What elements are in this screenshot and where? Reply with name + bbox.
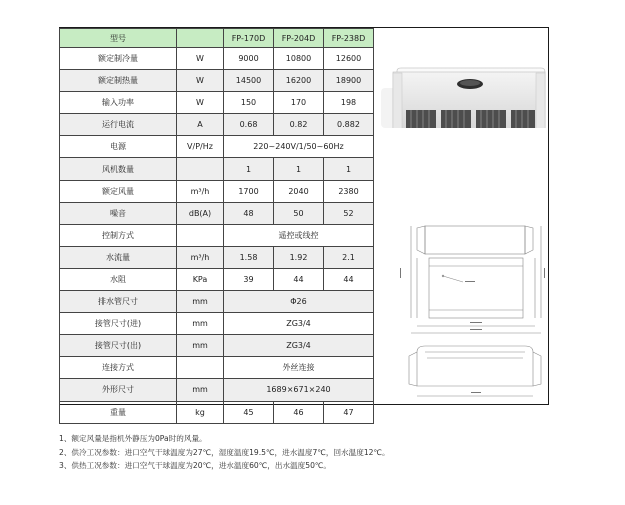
row-merged-value: ZG3/4 <box>224 313 374 335</box>
row-value: 2.1 <box>324 246 374 268</box>
row-label: 连接方式 <box>60 357 177 379</box>
row-value: 18900 <box>324 70 374 92</box>
row-unit: A <box>177 114 224 136</box>
row-value: 0.68 <box>224 114 274 136</box>
row-value: 170 <box>274 92 324 114</box>
row-value: 39 <box>224 268 274 290</box>
row-value: 2040 <box>274 180 324 202</box>
row-merged-value: 1689×671×240 <box>224 379 374 401</box>
header-fp204d: FP-204D <box>274 29 324 48</box>
row-value: 10800 <box>274 48 324 70</box>
row-value: 0.82 <box>274 114 324 136</box>
table-row <box>60 158 374 180</box>
row-value: 1 <box>274 158 324 180</box>
table-row <box>60 114 374 136</box>
row-value: 1 <box>224 158 274 180</box>
note-3: 3、供热工况参数：进口空气干球温度为20℃，进水温度60℃，出水温度50℃。 <box>59 461 332 470</box>
row-unit <box>177 158 224 180</box>
row-merged-value: 遥控或线控 <box>224 224 374 246</box>
notes-section <box>59 432 390 473</box>
row-value: 47 <box>324 401 374 423</box>
row-unit: KPa <box>177 268 224 290</box>
table-row <box>60 401 374 423</box>
table-row <box>60 180 374 202</box>
row-label: 电源 <box>60 136 177 158</box>
row-value: 1.92 <box>274 246 324 268</box>
row-value: 1700 <box>224 180 274 202</box>
row-value: 198 <box>324 92 374 114</box>
table-row <box>60 246 374 268</box>
table-row <box>60 202 374 224</box>
header-fp170d: FP-170D <box>224 29 274 48</box>
row-value: 48 <box>224 202 274 224</box>
row-merged-value: 外丝连接 <box>224 357 374 379</box>
row-unit: m³/h <box>177 246 224 268</box>
row-value: 9000 <box>224 48 274 70</box>
row-unit: W <box>177 48 224 70</box>
row-label: 外形尺寸 <box>60 379 177 401</box>
table-row <box>60 136 374 158</box>
row-unit: mm <box>177 379 224 401</box>
table-row <box>60 379 374 401</box>
header-model: 型号 <box>60 29 177 48</box>
row-value: 1 <box>324 158 374 180</box>
row-value: 14500 <box>224 70 274 92</box>
table-row <box>60 92 374 114</box>
row-label: 接管尺寸(进) <box>60 313 177 335</box>
row-label: 额定制热量 <box>60 70 177 92</box>
spec-table-body <box>60 29 374 424</box>
row-label: 额定制冷量 <box>60 48 177 70</box>
table-row <box>60 48 374 70</box>
table-header-row <box>60 29 374 48</box>
row-unit: W <box>177 70 224 92</box>
note-1: 1、额定风量是指机外静压为0Pa时的风量。 <box>59 434 207 443</box>
row-label: 水流量 <box>60 246 177 268</box>
row-label: 输入功率 <box>60 92 177 114</box>
row-label: 额定风量 <box>60 180 177 202</box>
row-unit: mm <box>177 291 224 313</box>
spec-table <box>59 28 374 424</box>
row-label: 控制方式 <box>60 224 177 246</box>
row-value: 0.882 <box>324 114 374 136</box>
header-fp238d: FP-238D <box>324 29 374 48</box>
row-unit: mm <box>177 335 224 357</box>
row-unit: m³/h <box>177 180 224 202</box>
row-label: 重量 <box>60 401 177 423</box>
row-value: 150 <box>224 92 274 114</box>
row-value: 45 <box>224 401 274 423</box>
row-unit: W <box>177 92 224 114</box>
row-value: 44 <box>324 268 374 290</box>
row-label: 接管尺寸(出) <box>60 335 177 357</box>
row-merged-value: ZG3/4 <box>224 335 374 357</box>
row-value: 16200 <box>274 70 324 92</box>
table-row <box>60 335 374 357</box>
row-unit: V/P/Hz <box>177 136 224 158</box>
row-unit: mm <box>177 313 224 335</box>
table-row <box>60 357 374 379</box>
row-value: 2380 <box>324 180 374 202</box>
header-unit <box>177 29 224 48</box>
row-unit <box>177 224 224 246</box>
row-label: 风机数量 <box>60 158 177 180</box>
row-label: 噪音 <box>60 202 177 224</box>
fan-coil-unit-image <box>373 28 549 128</box>
row-merged-value: Φ26 <box>224 291 374 313</box>
row-label: 水阻 <box>60 268 177 290</box>
bottom-view-drawing <box>373 340 549 405</box>
row-unit: dB(A) <box>177 202 224 224</box>
row-label: 运行电流 <box>60 114 177 136</box>
product-illustration-panel <box>373 28 549 404</box>
table-row <box>60 70 374 92</box>
row-value: 12600 <box>324 48 374 70</box>
table-row <box>60 224 374 246</box>
table-row <box>60 268 374 290</box>
row-label: 排水管尺寸 <box>60 291 177 313</box>
row-value: 46 <box>274 401 324 423</box>
row-unit <box>177 357 224 379</box>
note-2: 2、供冷工况参数：进口空气干球温度为27℃，湿度温度19.5℃，进水温度7℃，回水温度12℃。 <box>59 447 390 457</box>
row-value: 50 <box>274 202 324 224</box>
row-value: 1.58 <box>224 246 274 268</box>
table-row <box>60 313 374 335</box>
row-merged-value: 220~240V/1/50~60Hz <box>224 136 374 158</box>
table-row <box>60 291 374 313</box>
row-value: 52 <box>324 202 374 224</box>
front-view-drawing <box>373 218 549 338</box>
row-unit: kg <box>177 401 224 423</box>
row-value: 44 <box>274 268 324 290</box>
